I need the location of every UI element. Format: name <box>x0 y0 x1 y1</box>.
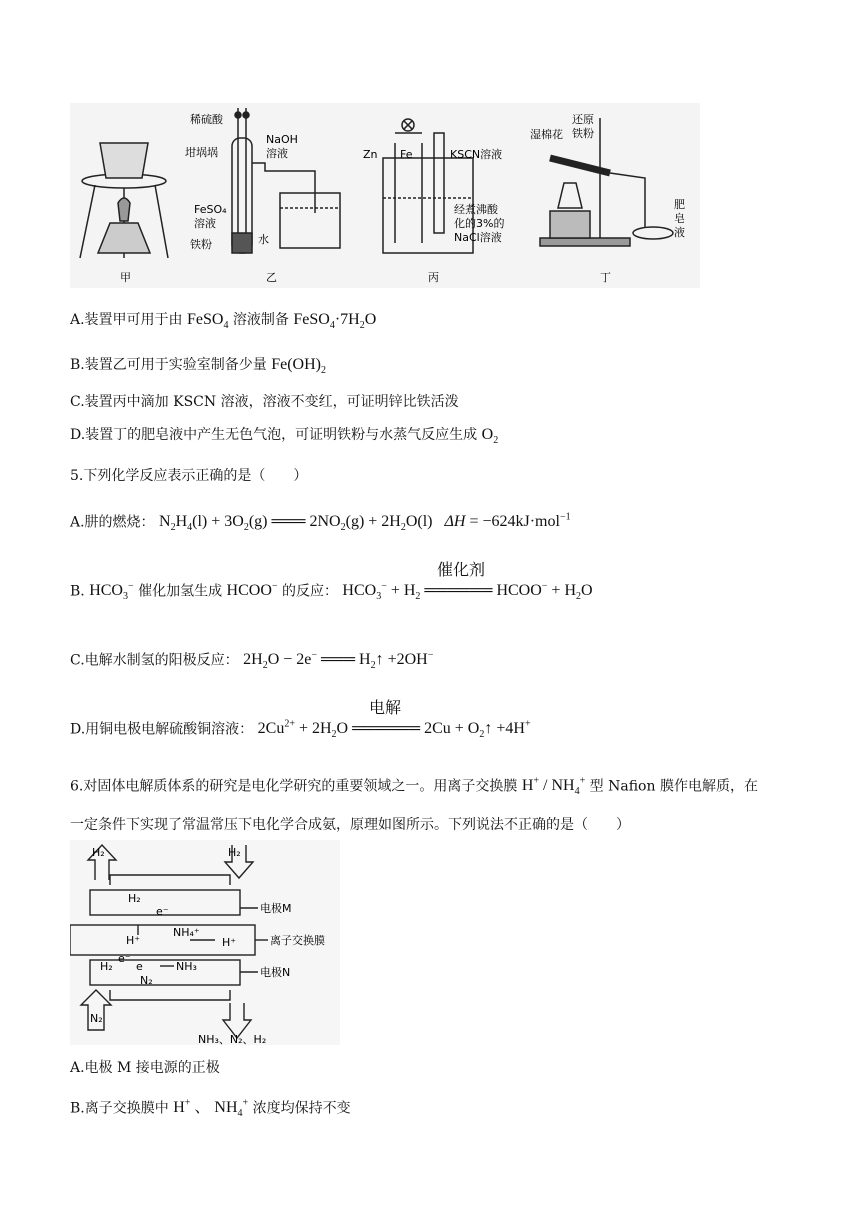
formula-o2: $O_2$ <box>481 426 499 447</box>
h2-in-label: H₂ <box>228 846 241 859</box>
feso4-label: FeSO₄ <box>194 203 227 216</box>
e-top-label: e⁻ <box>156 905 169 918</box>
nh3-label: NH₃ <box>176 960 197 973</box>
equation-copper-electrolysis: $2Cu^{2+} + 2H_2O$ ══════ $2Cu + O_2↑ +4H^+$ <box>257 719 531 741</box>
soap-label-1: 肥 <box>674 198 685 211</box>
q4-option-d: D.装置丁的肥皂液中产生无色气泡，可证明铁粉与水蒸气反应生成 $O_2$ <box>70 426 499 447</box>
equation-bicarbonate-hydrogenation: $HCO_3^- + H_2$ ══════ HCOO− + $H_2O$ <box>342 581 593 603</box>
nh4-label: NH₄⁺ <box>173 926 200 939</box>
label-jia: 甲 <box>120 271 131 284</box>
hplus-label: H⁺ <box>126 934 141 947</box>
q4-option-c: C.装置丙中滴加 KSCN 溶液，溶液不变红，可证明锌比铁活泼 <box>70 394 459 410</box>
apparatus-figure <box>70 103 700 288</box>
reduced-iron-label-1: 还原 <box>572 113 594 126</box>
feso4-solution-label: 溶液 <box>194 217 216 230</box>
fe-label: Fe <box>400 148 413 161</box>
formula-hcoo: HCOO− <box>226 581 278 600</box>
iron-powder-label: 铁粉 <box>190 238 212 251</box>
e-low2-label: e <box>136 960 143 973</box>
formula-fe-oh-2: $Fe(OH)_2$ <box>271 356 326 377</box>
dilute-acid-label: 稀硫酸 <box>190 113 223 126</box>
h2-out-label: H₂ <box>92 846 105 859</box>
naoh-solution-label: 溶液 <box>266 147 288 160</box>
catalyst-label: 催化剂 <box>437 560 486 579</box>
hplus2-label: H⁺ <box>222 936 237 949</box>
soap-label-2: 皂 <box>674 212 685 225</box>
electrode-n-label: 电极N <box>260 966 291 979</box>
formula-h-nh4: $H^+ / NH_4^+$ <box>521 776 586 798</box>
q5-stem: 5.下列化学反应表示正确的是（ ） <box>70 468 308 484</box>
ammonia-cell-figure <box>70 840 340 1045</box>
q6-option-a: A.电极 M 接电源的正极 <box>70 1060 220 1076</box>
q5-option-a: A.肼的燃烧： $N_2H_4(l) + 3O_2(g)$ ═══ $2NO_2(g) + 2H_2O(l) \Delta H = -624kJ\cdot mol^{-1}$ <box>70 512 571 534</box>
water-label: 水 <box>258 233 269 246</box>
h2-low-label: H₂ <box>100 960 113 973</box>
reduced-iron-label-2: 铁粉 <box>572 127 594 140</box>
electrode-m-label: 电极M <box>260 902 292 915</box>
wet-cotton-label: 湿棉花 <box>530 128 563 141</box>
h2-top-label: H₂ <box>128 892 141 905</box>
zn-label: Zn <box>363 148 378 161</box>
naoh-label: NaOH <box>266 133 298 146</box>
membrane-label: 离子交换膜 <box>270 934 325 947</box>
q6-option-b: B.离子交换膜中 H+ 、 $NH_4^+$ 浓度均保持不变 <box>70 1098 351 1120</box>
boiled-acid-label-2: 化的3%的 <box>454 217 505 230</box>
q5-option-c: C.电解水制氢的阳极反应： $2H_2O - 2e^-$ ═══ $H_2↑ +2OH^-$ <box>70 650 434 672</box>
q6-stem: 6.对固体电解质体系的研究是电化学研究的重要领域之一。用离子交换膜 $H^+ / NH_4^+$ 型 Nafion 膜作电解质，在 一定条件下实现了常温常压下电化学合成氨，原理如图所示。下列说法不正确的是（ ） <box>70 776 758 833</box>
q5-option-b: B. $HCO_3^-$ 催化加氢生成 HCOO− 的反应： $HCO_3^- + H_2$ ══════ HCOO− + $H_2O$ <box>70 581 593 603</box>
e-low1-label: e⁻ <box>118 952 131 965</box>
q4-option-b: B.装置乙可用于实验室制备少量 $Fe(OH)_2$ <box>70 356 326 377</box>
formula-feso4-7h2o: $FeSO_4\cdot 7H_2O$ <box>293 311 377 332</box>
q5-option-d: D.用铜电极电解硫酸铜溶液： $2Cu^{2+} + 2H_2O$ ══════ $2Cu + O_2↑ +4H^+$ <box>70 719 531 741</box>
n2-low-label: N₂ <box>140 974 153 987</box>
boiled-acid-label-3: NaCl溶液 <box>454 231 502 244</box>
crucible-label: 坩埚埚 <box>185 146 218 159</box>
electrolysis-label: 电解 <box>369 698 402 717</box>
label-ding: 丁 <box>600 271 611 284</box>
boiled-acid-label-1: 经煮沸酸 <box>454 203 498 216</box>
equation-anode: $2H_2O - 2e^-$ ═══ $H_2↑ +2OH^-$ <box>243 650 434 672</box>
label-bing: 丙 <box>428 271 439 284</box>
equation-hydrazine: $N_2H_4(l) + 3O_2(g)$ ═══ $2NO_2(g) + 2H_2O(l) \Delta H = -624kJ\cdot mol^{-1}$ <box>159 512 571 534</box>
soap-label-3: 液 <box>674 226 685 239</box>
kscn-label: KSCN溶液 <box>450 148 503 161</box>
formula-hco3: $HCO_3^-$ <box>89 581 134 603</box>
products-label: NH₃、N₂、H₂ <box>198 1033 267 1045</box>
label-yi: 乙 <box>266 271 277 284</box>
n2-in-label: N₂ <box>90 1012 103 1025</box>
formula-h-and-nh4: H+ 、 $NH_4^+$ <box>173 1098 249 1120</box>
formula-feso4: FeSO$_4$ <box>187 311 229 332</box>
q4-option-a: A.装置甲可用于由 FeSO$_4$ 溶液制备 $FeSO_4\cdot 7H_2O$ <box>70 311 377 332</box>
